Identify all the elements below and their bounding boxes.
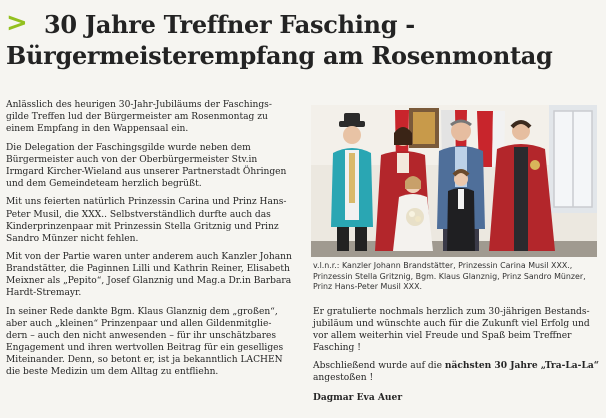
- article-title: [6, 9, 602, 71]
- chevron-icon: >: [6, 8, 28, 38]
- title-line-2: Bürgermeisterempfang am Rosenmontag: [6, 41, 553, 70]
- group-photo: [311, 105, 597, 257]
- title-line-1: 30 Jahre Treffner Fasching -: [44, 10, 415, 39]
- toast-text-bold: nächsten 30 Jahre „Tra-La-La“: [444, 359, 599, 371]
- paragraph-delegation: Die Delegation der Faschingsgilde wurde neben dem Bürgermeister auch von der Oberbürgermeister Stv.in Irmgard Kircher-Wieland aus unserer Partnerstadt Öhringen und dem Gemeindeteam herzlich begrüßt.: [6, 142, 287, 189]
- paragraph-toast: [313, 360, 601, 384]
- left-text-column: [6, 99, 294, 385]
- paragraph-princes: Mit uns feierten natürlich Prinzessin Carina und Prinz Hans-Peter Musil, die XXX.. Selbstverständlich durfte auch das Kinderprinzenpaar mit Prinzessin Stella Gritznig und Prinz Sandro Münzer nicht fehlen.: [6, 197, 287, 244]
- group-photo-illustration: [311, 105, 597, 257]
- author-name: Dagmar Eva Auer: [313, 392, 403, 404]
- paragraph-intro: Anlässlich des heurigen 30-Jahr-Jubiläums der Faschings- gilde Treffen lud der Bürgermeister am Rosenmontag zu einem Empfang in den Wappensaal ein.: [6, 100, 272, 135]
- right-text-column: [313, 306, 601, 404]
- photo-caption: v.l.n.r.: Kanzler Johann Brandstätter, Prinzessin Carina Musil XXX., Prinzessin Stella Gritznig, Bgm. Klaus Glanznig, Prinz Sandro Münzer, Prinz Hans-Peter Musil XXX.: [313, 261, 586, 292]
- paragraph-congratulation: Er gratulierte nochmals herzlich zum 30-jährigen Bestands- jubiläum und wünschte auch für die Zukunft viel Erfolg und vor allem weiterhin viel Freude und Spaß beim Treffner Fasching !: [313, 307, 590, 354]
- toast-text-start: Abschließend wurde auf die: [313, 360, 445, 371]
- paragraph-speech: In seiner Rede dankte Bgm. Klaus Glanznig dem „großen“, aber auch „kleinen“ Prinzenpaar und allen Gildenmitglie- dern – auch den nicht anwesenden – für ihr unschätzbares Engagement und ihren wertvollen Beitrag für ein geselliges Miteinander. Denn, so betont er, ist ja bekanntlich LACHEN die beste Medizin um dem Alltag zu entfliehn.: [6, 306, 284, 378]
- paragraph-guests: Mit von der Partie waren unter anderem auch Kanzler Johann Brandstätter, die Paginnen Lilli und Kathrin Reiner, Elisabeth Meixner als „Pepito“, Josef Glanznig und Mag.a Dr.in Barbara Hardt-Stremayr.: [6, 252, 292, 299]
- toast-text-end: angestoßen !: [313, 372, 374, 383]
